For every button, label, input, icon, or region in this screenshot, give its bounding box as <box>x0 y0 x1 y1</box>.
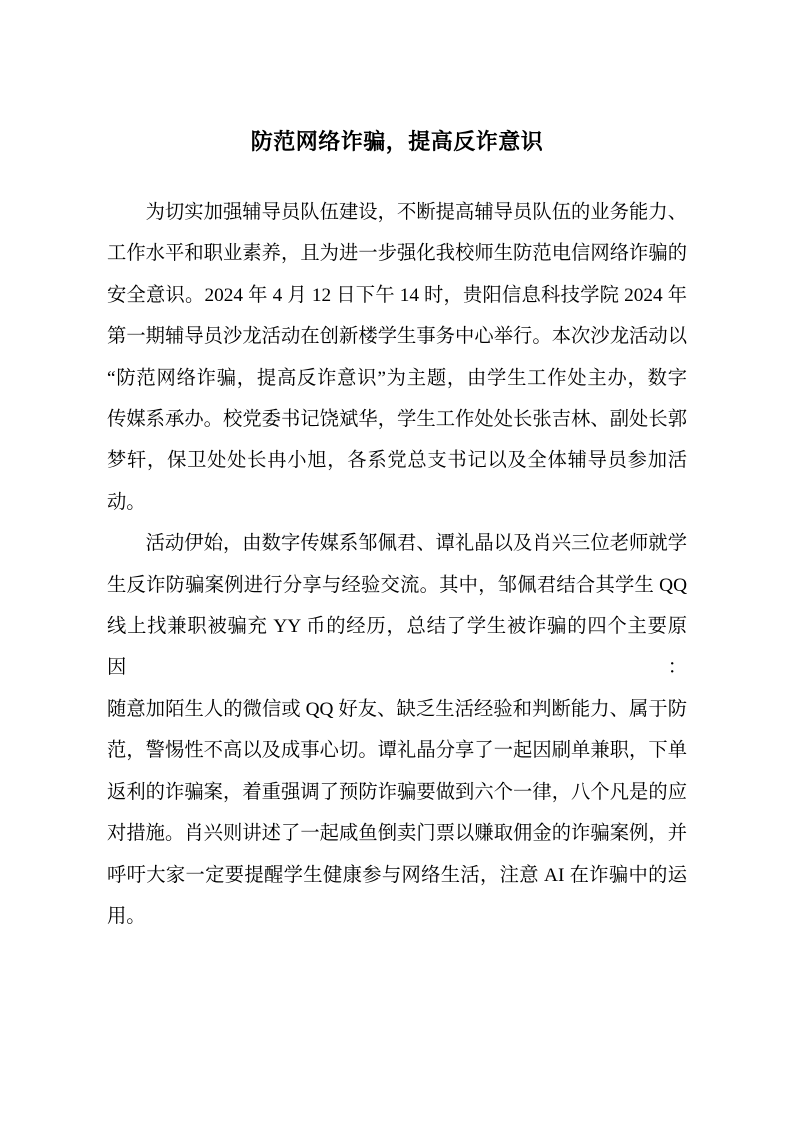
document-title: 防范网络诈骗，提高反诈意识 <box>250 129 544 154</box>
text-line: “防范网络诈骗，提高反诈意识”为主题，由学生工作处主办，数字 <box>107 367 687 389</box>
text-line: 传媒系承办。校党委书记饶斌华，学生工作处处长张吉林、副处长郭 <box>107 409 687 431</box>
paragraph-1 <box>107 192 687 523</box>
text-line: 线上找兼职被骗充 YY 币的经历，总结了学生被诈骗的四个主要原因： <box>107 616 687 679</box>
text-line: 工作水平和职业素养，且为进一步强化我校师生防范电信网络诈骗的 <box>107 243 687 265</box>
text-line: 对措施。肖兴则讲述了一起咸鱼倒卖门票以赚取佣金的诈骗案例，并 <box>107 823 687 845</box>
text-line: 随意加陌生人的微信或 QQ 好友、缺乏生活经验和判断能力、属于防 <box>107 698 687 720</box>
text-line: 范，警惕性不高以及成事心切。谭礼晶分享了一起因刷单兼职，下单 <box>107 740 687 762</box>
text-line: 为切实加强辅导员队伍建设，不断提高辅导员队伍的业务能力、 <box>145 202 687 223</box>
paragraph-2 <box>107 523 687 937</box>
text-line: 第一期辅导员沙龙活动在创新楼学生事务中心举行。本次沙龙活动以 <box>107 326 687 348</box>
text-line: 梦轩，保卫处处长冉小旭，各系党总支书记以及全体辅导员参加活动。 <box>107 450 687 513</box>
document-body <box>107 192 687 937</box>
text-line: 返利的诈骗案，着重强调了预防诈骗要做到六个一律，八个凡是的应 <box>107 781 687 803</box>
text-line: 生反诈防骗案例进行分享与经验交流。其中，邹佩君结合其学生 QQ <box>107 574 687 596</box>
text-line: 安全意识。2024 年 4 月 12 日下午 14 时，贵阳信息科技学院 2024 年 <box>107 284 687 306</box>
text-line: 用。 <box>107 905 146 927</box>
text-line: 呼吁大家一定要提醒学生健康参与网络生活，注意 AI 在诈骗中的运 <box>107 864 687 886</box>
text-line: 活动伊始，由数字传媒系邹佩君、谭礼晶以及肖兴三位老师就学 <box>145 533 687 555</box>
